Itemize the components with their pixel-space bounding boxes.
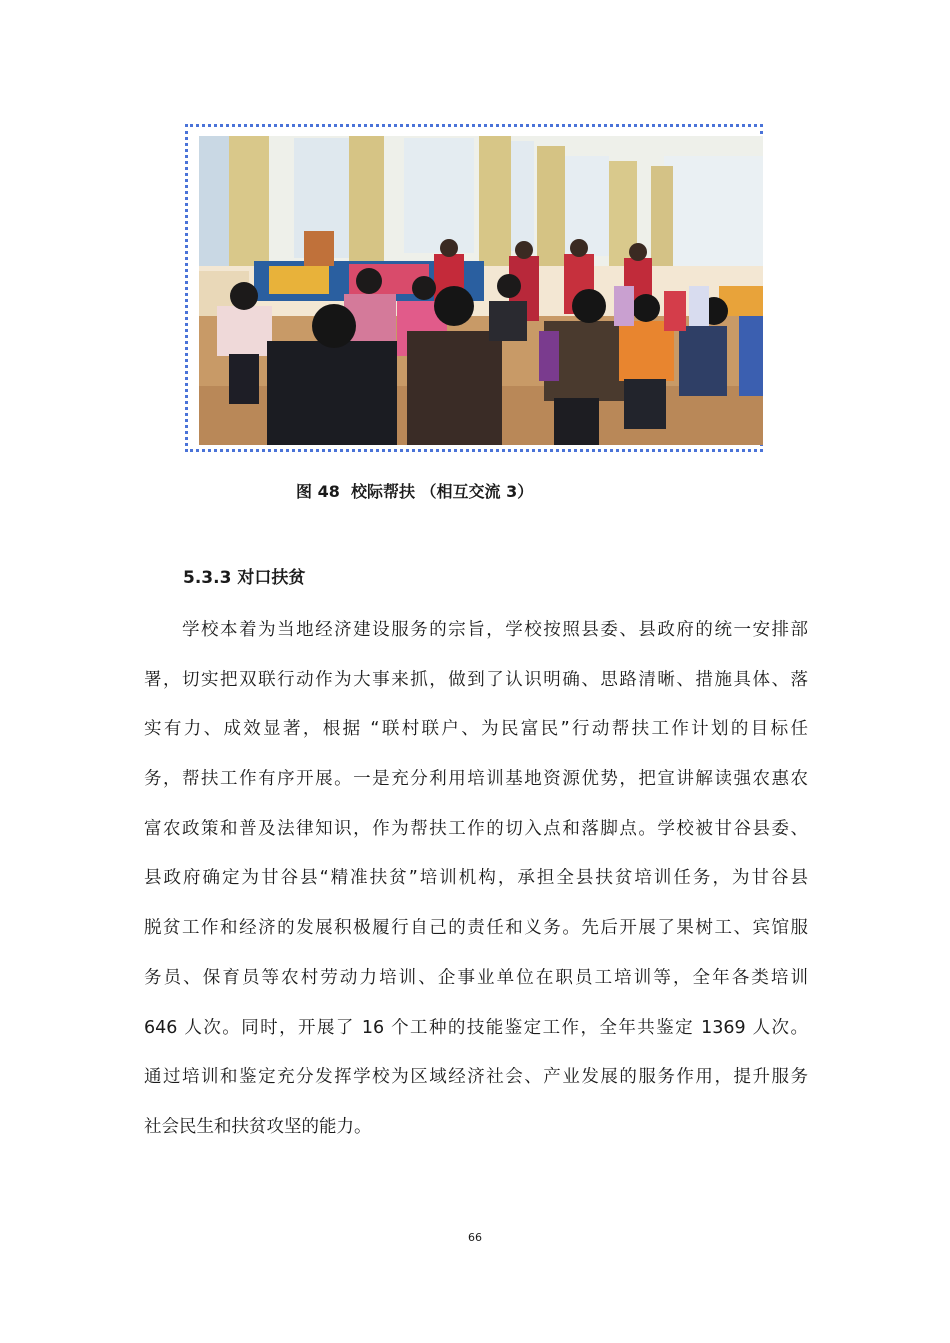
paragraph-line: 646 人次。同时，开展了 16 个工种的技能鉴定工作，全年共鉴定 1369 人次。	[144, 1017, 808, 1038]
page-number: 66	[468, 1231, 482, 1244]
paragraph-line: 社会民生和扶贫攻坚的能力。	[144, 1116, 372, 1137]
paragraph-line: 富农政策和普及法律知识，作为帮扶工作的切入点和落脚点。学校被甘谷县委、	[144, 818, 808, 839]
paragraph-line: 实有力、成效显著，根据 “联村联户、为民富民”行动帮扶工作计划的目标任	[144, 719, 808, 740]
paragraph-line: 通过培训和鉴定充分发挥学校为区域经济社会、产业发展的服务作用，提升服务	[144, 1067, 808, 1088]
paragraph-line: 脱贫工作和经济的发展积极履行自己的责任和义务。先后开展了果树工、宾馆服	[144, 918, 808, 939]
paragraph-line: 学校本着为当地经济建设服务的宗旨，学校按照县委、县政府的统一安排部	[144, 620, 808, 640]
paragraph-line: 县政府确定为甘谷县“精准扶贫”培训机构，承担全县扶贫培训任务，为甘谷县	[144, 868, 808, 889]
classroom-photo	[199, 136, 763, 445]
paragraph-line: 署，切实把双联行动作为大事来抓，做到了认识明确、思路清晰、措施具体、落	[144, 669, 808, 690]
section-heading: 5.3.3 对口扶贫	[183, 568, 306, 588]
paragraph-line: 务，帮扶工作有序开展。一是充分利用培训基地资源优势，把宣讲解读强农惠农	[144, 769, 808, 790]
body-paragraph	[144, 606, 808, 1153]
figure-caption: 图 48 校际帮扶 （相互交流 3）	[296, 482, 534, 501]
paragraph-line: 务员、保育员等农村劳动力培训、企事业单位在职员工培训等，全年各类培训	[144, 967, 808, 988]
